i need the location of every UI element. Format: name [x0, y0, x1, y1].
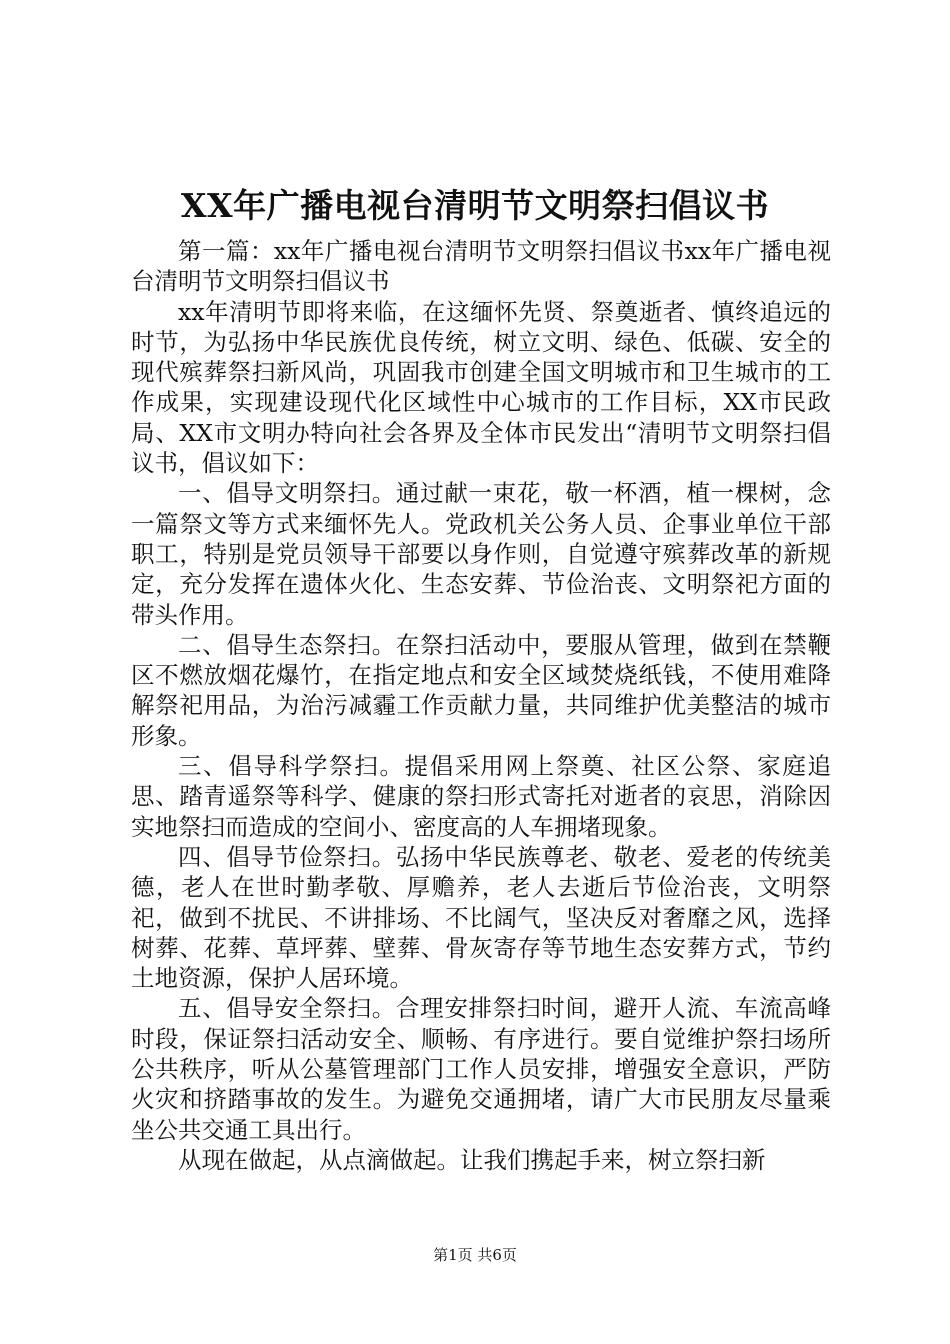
document-body — [131, 236, 831, 1175]
paragraph-intro: 第一篇：xx年广播电视台清明节文明祭扫倡议书xx年广播电视台清明节文明祭扫倡议书 — [131, 237, 831, 296]
paragraph-item-5: 五、倡导安全祭扫。合理安排祭扫时间，避开人流、车流高峰时段，保证祭扫活动安全、顺畅、有序进行。要自觉维护祭扫场所公共秩序，听从公墓管理部门工作人员安排，增强安全意识，严防火灾和挤踏事故的发生。为避免交通拥堵，请广大市民朋友尽量乘坐公共交通工具出行。 — [131, 994, 831, 1144]
page-number-footer: 第1页 共6页 — [433, 1246, 517, 1264]
paragraph-item-1: 一、倡导文明祭扫。通过献一束花，敬一杯酒，植一棵树，念一篇祭文等方式来缅怀先人。党政机关公务人员、企事业单位干部职工，特别是党员领导干部要以身作则，自觉遵守殡葬改革的新规定，充分发挥在遗体火化、生态安葬、节俭治丧、文明祭祀方面的带头作用。 — [131, 479, 831, 629]
paragraph-preamble: xx年清明节即将来临，在这缅怀先贤、祭奠逝者、慎终追远的时节，为弘扬中华民族优良传统，树立文明、绿色、低碳、安全的现代殡葬祭扫新风尚，巩固我市创建全国文明城市和卫生城市的工作成果，实现建设现代化区域性中心城市的工作目标，XX市民政局、XX市文明办特向社会各界及全体市民发出“清明节文明祭扫倡议书，倡议如下： — [131, 297, 831, 478]
paragraph-closing: 从现在做起，从点滴做起。让我们携起手来，树立祭扫新 — [178, 1145, 766, 1174]
paragraph-item-2: 二、倡导生态祭扫。在祭扫活动中，要服从管理，做到在禁鞭区不燃放烟花爆竹，在指定地点和安全区域焚烧纸钱，不使用难降解祭祀用品，为治污减霾工作贡献力量，共同维护优美整洁的城市形象。 — [131, 630, 831, 750]
paragraph-item-4: 四、倡导节俭祭扫。弘扬中华民族尊老、敬老、爱老的传统美德，老人在世时勤孝敬、厚赡养，老人去逝后节俭治丧，文明祭祀，做到不扰民、不讲排场、不比阔气，坚决反对奢靡之风，选择树葬、花葬、草坪葬、壁葬、骨灰寄存等节地生态安葬方式，节约土地资源，保护人居环境。 — [131, 842, 831, 993]
paragraph-item-3: 三、倡导科学祭扫。提倡采用网上祭奠、社区公祭、家庭追思、踏青遥祭等科学、健康的祭扫形式寄托对逝者的哀思，消除因实地祭扫而造成的空间小、密度高的人车拥堵现象。 — [131, 752, 831, 841]
document-title: XX年广播电视台清明节文明祭扫倡议书 — [180, 186, 770, 225]
